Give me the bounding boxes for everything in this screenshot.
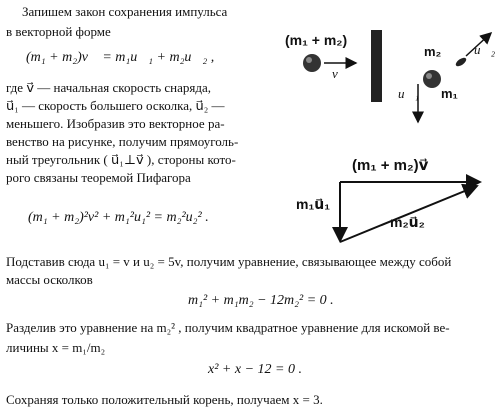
triangle-label-top: (m₁ + m₂)v⃗ [352, 157, 429, 174]
wall-block [371, 30, 382, 102]
intro-line-1: Запишем закон сохранения импульса [22, 4, 228, 19]
triangle-label-hyp: m₂u⃗₂ [390, 214, 425, 230]
equation-pythagoras: (m₁ + m₂)²v² + m₁²u₁² = m₂²u₂² . [28, 210, 209, 225]
fig-label-v: v⃗ [332, 66, 348, 81]
intro-line-2: в векторной форме [6, 24, 111, 39]
equation-momentum: (m₁ + m₂)v⃗ = m₁u⃗₁ + m₂u⃗₂ , [26, 50, 215, 65]
fig-label-m2: m₂ [424, 44, 442, 59]
conclusion-line: Сохраняя только положительный корень, получаем x = 3. [6, 392, 323, 407]
divide-line-1: Разделив это уравнение на m₂² , получим квадратное уравнение для искомой ве- [6, 320, 450, 335]
where-line-3: меньшего. Изобразив это векторное ра- [6, 116, 225, 131]
fig-label-u2: u⃗₂ [474, 42, 496, 57]
substitution-line-1: Подставив сюда u₁ = v и u₂ = 5v, получим уравнение, связывающее между собой [6, 254, 452, 269]
where-line-5: ный треугольник ( u⃗₁⊥v⃗ ), стороны кото- [6, 152, 236, 167]
fig-label-sum-mass: (m₁ + m₂) [285, 32, 348, 48]
triangle-label-left: m₁u⃗₁ [296, 196, 330, 212]
fig-label-m1: m₁ [441, 86, 458, 101]
where-line-4: венство на рисунке, получим прямоуголь- [6, 134, 239, 149]
divide-line-2: личины x = m₁/m₂ [6, 340, 106, 355]
where-line-1: где v⃗ — начальная скорость снаряда, [6, 80, 212, 95]
fragment-large [423, 70, 441, 88]
equation-quadratic: x² + x − 12 = 0 . [208, 362, 302, 377]
fig-label-u1: u⃗₁ [398, 86, 420, 101]
where-line-6: рого связаны теоремой Пифагора [6, 170, 191, 185]
projectile-ball [303, 54, 321, 72]
equation-masses: m₁² + m₁m₂ − 12m₂² = 0 . [188, 293, 334, 308]
where-line-2: u⃗₁ — скорость большего осколка, u⃗₂ — [6, 98, 225, 113]
substitution-line-2: массы осколков [6, 272, 93, 287]
fragment-small [454, 56, 467, 68]
